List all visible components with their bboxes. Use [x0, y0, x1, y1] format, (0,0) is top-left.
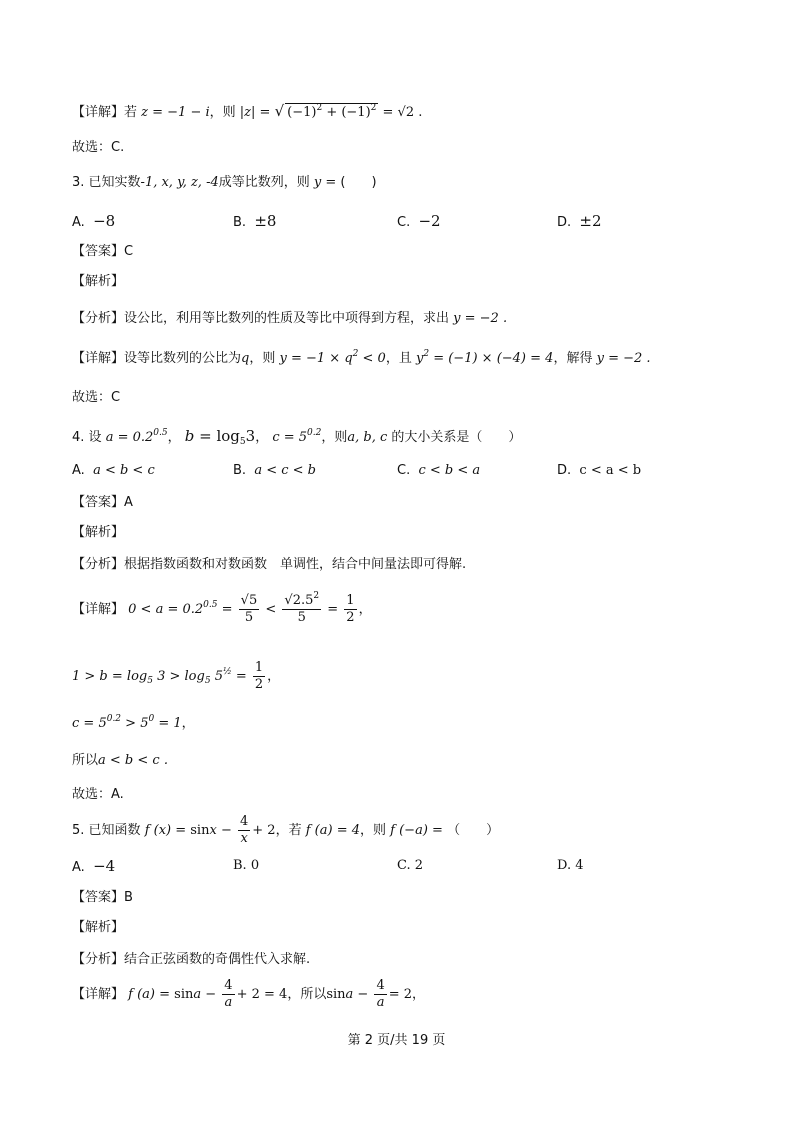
frac-sqrt5-5: $\frac{√5}{5}$: [240, 593, 258, 625]
math-z-def: z = −1 − i: [141, 105, 210, 120]
comma: ，: [181, 716, 195, 731]
q5-detail-so: ，所以: [287, 987, 327, 1002]
opt-letter: A.: [72, 860, 85, 875]
comma: ，: [358, 602, 372, 617]
comma: ，: [167, 430, 185, 445]
q5-paren: （ ）: [447, 823, 500, 838]
math-modulus: |z| =: [239, 105, 275, 120]
frac-4-a: $\frac{4}{a}$: [224, 978, 233, 1010]
q4-stem-a: 4. 设: [72, 430, 102, 445]
math-sqrt-expr: $(-1)^2 + (-1)^2$: [287, 103, 377, 120]
q3-answer: 【答案】C: [72, 244, 134, 259]
math-plus2: + 2: [252, 823, 276, 838]
frac-half: $\frac{1}{2}$: [346, 593, 355, 625]
q3-detail-a: 【详解】设等比数列的公比为: [72, 351, 242, 366]
q3-detail-d: ，解得: [553, 351, 593, 366]
eq-sign: =: [323, 602, 343, 617]
q5-stem-a: 5. 已知函数: [72, 823, 141, 838]
frac-sqrt25-5: $\frac{√2.5^2}{5}$: [284, 591, 320, 625]
opt-letter: A.: [72, 463, 85, 478]
opt-letter: B.: [233, 463, 247, 478]
q4-option-b: [233, 463, 316, 478]
q5-detail: [72, 976, 425, 1014]
q3-option-a: [72, 212, 115, 230]
q4-stem-b: ，则: [321, 430, 348, 445]
opt-value: c < b < a: [418, 463, 481, 478]
math-b-def: $b = \log_53$: [184, 427, 256, 447]
q4-conclusion: [72, 752, 168, 770]
opt-letter: D.: [557, 463, 572, 478]
q5-analysis: 【分析】结合正弦函数的奇偶性代入求解.: [72, 952, 311, 967]
opt-letter: C.: [397, 215, 411, 230]
q4-detail-2: [72, 658, 280, 696]
q3-stem-b: 成等比数列，则: [218, 175, 310, 190]
q4-answer: 【答案】A: [72, 495, 133, 510]
q3-analysis: [72, 310, 507, 328]
q4-option-d: [557, 463, 641, 478]
math-q: q: [241, 351, 250, 366]
lt-sign: <: [261, 602, 281, 617]
q3-stem-a: 3. 已知实数: [72, 175, 141, 190]
frac-half: $\frac{1}{2}$: [254, 660, 264, 692]
q3-choose: 故选：C: [72, 390, 121, 405]
page-footer: 第 2 页/共 19 页: [347, 1033, 446, 1048]
sqrt-symbol: √: [274, 102, 285, 120]
math-plus2-eq4: + 2 = 4: [236, 987, 288, 1002]
opt-value: c < a < b: [579, 463, 642, 478]
math-f-def: f (x) =: [144, 823, 191, 838]
math-order: a < b < c .: [98, 753, 168, 768]
q4-option-a: [72, 463, 155, 478]
opt-value: −8: [93, 212, 116, 230]
math-sina2: sina −: [326, 987, 373, 1002]
detail-label: 【详解】: [72, 105, 125, 120]
q5-jiexi: 【解析】: [72, 920, 125, 935]
math-abc: a, b, c: [347, 430, 388, 445]
q5-option-c: C. 2: [397, 858, 424, 873]
frac-4-a-2: $\frac{4}{a}$: [376, 978, 385, 1010]
q4-analysis: 【分析】根据指数函数和对数函数 单调性，结合中间量法即可得解.: [72, 557, 467, 572]
opt-letter: B.: [233, 215, 247, 230]
q4-detail-1: [72, 591, 372, 629]
opt-letter: C.: [397, 463, 411, 478]
q5-option-a: [72, 857, 115, 875]
opt-value: a < b < c: [93, 463, 155, 478]
q4-detail-3: [72, 715, 195, 733]
opt-letter: A.: [72, 215, 85, 230]
math-b-bound: $1 > b = \log_5 3 > \log_5 5^{\frac{1}{2}}$ =: [72, 667, 251, 686]
opt-value: −2: [418, 212, 441, 230]
q4-stem: [72, 427, 521, 447]
detail-label: 【详解】: [72, 602, 125, 617]
math-eq2: = 2: [388, 987, 413, 1002]
frac-4-x: $\frac{4}{x}$: [239, 814, 249, 846]
math-a-bound: $0 < a = 0.2^{0.5}$ =: [128, 600, 237, 617]
math-fa: f (a) =: [128, 987, 175, 1002]
comma: ，: [255, 430, 273, 445]
opt-letter: D.: [557, 215, 572, 230]
opt-value: a < c < b: [254, 463, 316, 478]
opt-value: −4: [93, 857, 116, 875]
q3-paren: ( ): [340, 175, 377, 190]
detail-label: 【详解】: [72, 987, 125, 1002]
q5-stem: [72, 812, 499, 850]
math-fa-4: f (a) = 4: [305, 823, 360, 838]
q3-option-b: [233, 212, 276, 230]
math-y-squared: $y^2 = (-1) \times (-4) = 4$: [415, 349, 554, 366]
q5-option-d: D. 4: [557, 858, 584, 873]
math-c-bound: $c = 5^{0.2} > 5^0 = 1$: [72, 714, 182, 731]
q2-detail-line: [72, 102, 422, 122]
q3-detail-c: ，且: [385, 351, 412, 366]
math-sina: sina −: [174, 987, 221, 1002]
q3-detail-b: ，则: [249, 351, 276, 366]
math-y-product: $y = -1 \times q^2 < 0$: [279, 349, 386, 366]
q3-detail: [72, 350, 651, 368]
q3-sequence: -1, x, y, z, -4: [140, 175, 219, 190]
q4-so: 所以: [72, 753, 99, 768]
math-a-def: $a = 0.2^{0.5}$: [105, 428, 168, 445]
q4-stem-c: 的大小关系是（ ）: [391, 430, 522, 445]
math-c-def: $c = 5^{0.2}$: [272, 428, 322, 445]
q4-jiexi: 【解析】: [72, 525, 125, 540]
comma: ，: [412, 987, 426, 1002]
q5-stem-b: ，若: [275, 823, 302, 838]
ruo-text: 若: [124, 105, 142, 120]
math-f-neg-a: f (−a) =: [390, 823, 443, 838]
comma: ，: [267, 669, 281, 684]
math-y-eq-neg2: y = −2 .: [453, 311, 508, 326]
q5-option-b: B. 0: [233, 858, 260, 873]
q4-choose: 故选：A.: [72, 787, 124, 802]
q3-analysis-text: 【分析】设公比，利用等比数列的性质及等比中项得到方程，求出: [72, 311, 450, 326]
opt-value: ±8: [254, 212, 277, 230]
math-sinx: sinx −: [190, 823, 236, 838]
q3-option-c: [397, 212, 441, 230]
q3-y-eq: y =: [313, 175, 337, 190]
q3-stem: [72, 174, 377, 192]
q5-answer: 【答案】B: [72, 890, 133, 905]
q2-choose: 故选：C.: [72, 140, 125, 155]
ze-text: ，则: [209, 105, 240, 120]
opt-value: ±2: [579, 212, 602, 230]
q4-option-c: [397, 463, 480, 478]
q3-option-d: [557, 212, 602, 230]
math-result: = √2 .: [378, 105, 423, 120]
math-y-result: y = −2 .: [596, 351, 651, 366]
q5-stem-c: ，则: [360, 823, 387, 838]
q3-jiexi: 【解析】: [72, 274, 125, 289]
